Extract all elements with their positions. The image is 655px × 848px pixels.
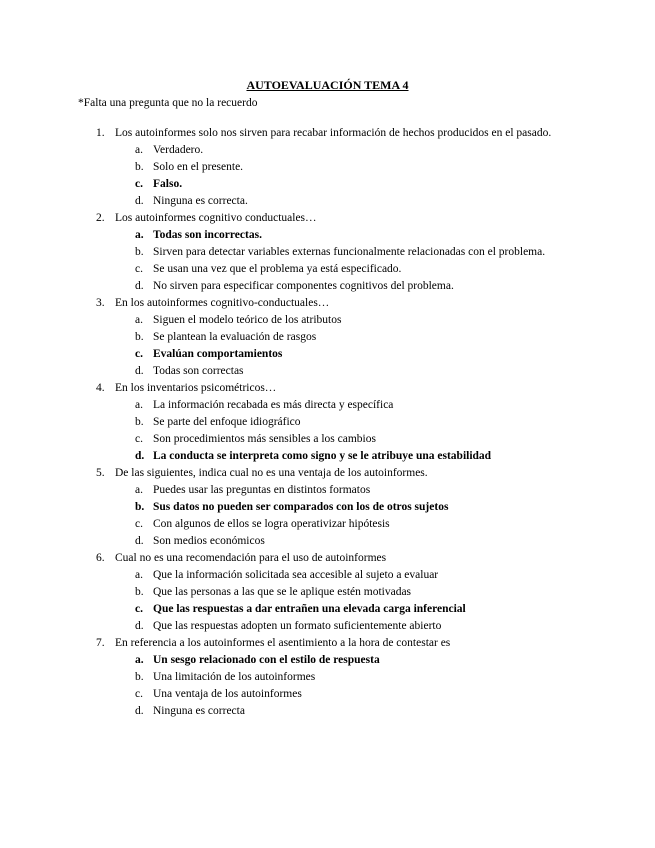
option-item: [115, 567, 615, 584]
option-text: Una limitación de los autoinformes: [153, 671, 316, 683]
option-item-correct: [115, 227, 615, 244]
option-text: Se plantean la evaluación de rasgos: [153, 331, 317, 343]
option-letter: d.: [135, 620, 144, 632]
option-letter: d.: [135, 705, 144, 717]
option-item: [115, 482, 615, 499]
question-item: [78, 125, 615, 210]
question-item: [78, 210, 615, 295]
option-text: Un sesgo relacionado con el estilo de respuesta: [153, 654, 380, 666]
option-letter: d.: [135, 535, 144, 547]
option-text: Puedes usar las preguntas en distintos formatos: [153, 484, 371, 496]
question-number: 1.: [96, 127, 105, 139]
option-letter: c.: [135, 688, 143, 700]
question-item: [78, 465, 615, 550]
option-item: [115, 312, 615, 329]
option-item: [115, 669, 615, 686]
option-letter: a.: [135, 144, 143, 156]
option-text: Se usan una vez que el problema ya está especificado.: [153, 263, 402, 275]
option-item: [115, 431, 615, 448]
document-note: *Falta una pregunta que no la recuerdo: [78, 97, 258, 109]
option-letter: d.: [135, 450, 145, 462]
question-text: En referencia a los autoinformes el asentimiento a la hora de contestar es: [115, 637, 451, 649]
option-letter: a.: [135, 399, 143, 411]
option-list: [115, 482, 615, 550]
option-text: Con algunos de ellos se logra operativizar hipótesis: [153, 518, 390, 530]
option-letter: c.: [135, 178, 143, 190]
option-list: [115, 312, 615, 380]
option-letter: a.: [135, 569, 143, 581]
option-letter: a.: [135, 484, 143, 496]
option-item: [115, 278, 615, 295]
option-letter: b.: [135, 161, 144, 173]
question-item: [78, 380, 615, 465]
option-item: [115, 329, 615, 346]
question-item: [78, 635, 615, 720]
option-item: [115, 703, 615, 720]
option-text: Todas son incorrectas.: [153, 229, 262, 241]
option-letter: d.: [135, 365, 144, 377]
option-text: Verdadero.: [153, 144, 204, 156]
option-letter: b.: [135, 331, 144, 343]
option-letter: d.: [135, 280, 144, 292]
option-item: [115, 397, 615, 414]
option-letter: b.: [135, 671, 144, 683]
question-text: Cual no es una recomendación para el uso de autoinformes: [115, 552, 387, 564]
question-text: Los autoinformes solo nos sirven para recabar información de hechos producidos en el pasado.: [115, 127, 552, 139]
option-item-correct: [115, 499, 615, 516]
option-item-correct: [115, 652, 615, 669]
option-list: [115, 567, 615, 635]
document-title: AUTOEVALUACIÓN TEMA 4: [246, 78, 409, 92]
option-letter: a.: [135, 654, 144, 666]
option-item: [115, 261, 615, 278]
option-letter: c.: [135, 433, 143, 445]
option-text: Sirven para detectar variables externas funcionalmente relacionadas con el problema.: [153, 246, 546, 258]
option-item: [115, 516, 615, 533]
option-item: [115, 142, 615, 159]
option-item: [115, 244, 615, 261]
option-text: Que las respuestas a dar entrañen una elevada carga inferencial: [153, 603, 466, 615]
option-text: Evalúan comportamientos: [153, 348, 283, 360]
option-letter: a.: [135, 314, 143, 326]
option-text: Que las respuestas adopten un formato suficientemente abierto: [153, 620, 442, 632]
option-item-correct: [115, 176, 615, 193]
option-item: [115, 414, 615, 431]
option-letter: c.: [135, 603, 143, 615]
option-text: Siguen el modelo teórico de los atributos: [153, 314, 342, 326]
question-text: En los autoinformes cognitivo-conductuales…: [115, 297, 330, 309]
option-letter: c.: [135, 518, 143, 530]
option-letter: b.: [135, 501, 145, 513]
question-number: 3.: [96, 297, 105, 309]
option-letter: c.: [135, 263, 143, 275]
question-text: En los inventarios psicométricos…: [115, 382, 277, 394]
question-list: [78, 125, 615, 720]
question-text: Los autoinformes cognitivo conductuales…: [115, 212, 317, 224]
option-letter: d.: [135, 195, 144, 207]
option-text: Son medios económicos: [153, 535, 265, 547]
question-item: [78, 295, 615, 380]
option-item: [115, 193, 615, 210]
option-text: Ninguna es correcta.: [153, 195, 248, 207]
option-list: [115, 397, 615, 465]
option-list: [115, 652, 615, 720]
option-letter: b.: [135, 416, 144, 428]
question-number: 2.: [96, 212, 105, 224]
option-list: [115, 227, 615, 295]
option-text: No sirven para especificar componentes cognitivos del problema.: [153, 280, 454, 292]
option-item-correct: [115, 346, 615, 363]
option-text: Se parte del enfoque idiográfico: [153, 416, 301, 428]
option-letter: b.: [135, 586, 144, 598]
option-item: [115, 363, 615, 380]
option-letter: a.: [135, 229, 144, 241]
question-number: 5.: [96, 467, 105, 479]
option-text: Son procedimientos más sensibles a los cambios: [153, 433, 376, 445]
option-item-correct: [115, 601, 615, 618]
option-letter: b.: [135, 246, 144, 258]
option-text: Solo en el presente.: [153, 161, 244, 173]
question-number: 7.: [96, 637, 105, 649]
option-item-correct: [115, 448, 615, 465]
option-item: [115, 584, 615, 601]
option-text: Una ventaja de los autoinformes: [153, 688, 302, 700]
question-number: 6.: [96, 552, 105, 564]
option-text: Falso.: [153, 178, 183, 190]
option-text: Sus datos no pueden ser comparados con los de otros sujetos: [153, 501, 449, 513]
option-text: La información recabada es más directa y específica: [153, 399, 394, 411]
option-letter: c.: [135, 348, 143, 360]
option-item: [115, 533, 615, 550]
option-item: [115, 618, 615, 635]
question-number: 4.: [96, 382, 105, 394]
option-item: [115, 159, 615, 176]
question-text: De las siguientes, indica cual no es una ventaja de los autoinformes.: [115, 467, 428, 479]
question-item: [78, 550, 615, 635]
option-list: [115, 142, 615, 210]
option-text: Que la información solicitada sea accesible al sujeto a evaluar: [153, 569, 439, 581]
option-item: [115, 686, 615, 703]
option-text: Todas son correctas: [153, 365, 244, 377]
option-text: La conducta se interpreta como signo y se le atribuye una estabilidad: [153, 450, 492, 462]
option-text: Que las personas a las que se le aplique estén motivadas: [153, 586, 412, 598]
option-text: Ninguna es correcta: [153, 705, 245, 717]
